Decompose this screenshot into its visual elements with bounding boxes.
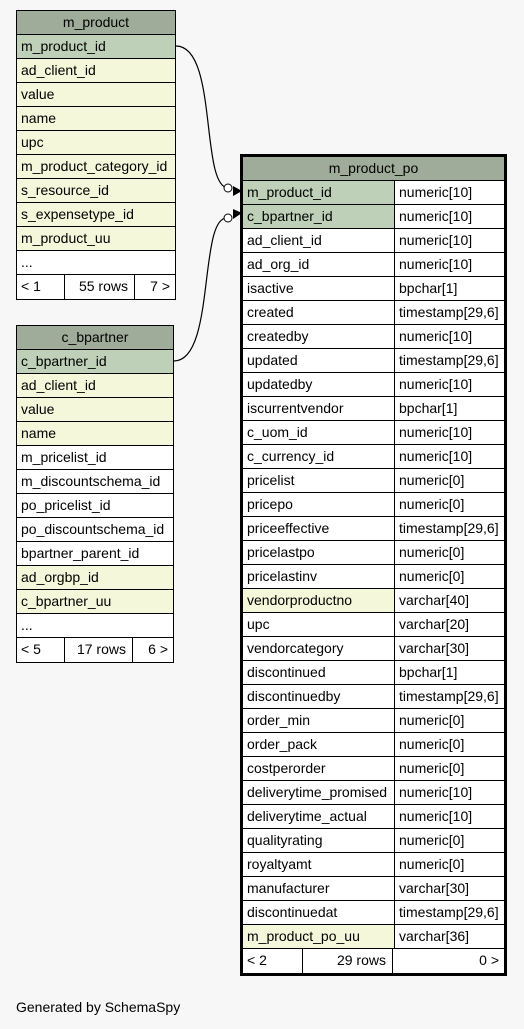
- column-name: name: [17, 422, 173, 445]
- column-row[interactable]: [243, 517, 504, 541]
- column-type: numeric[0]: [399, 736, 465, 752]
- column-type: numeric[0]: [399, 568, 465, 584]
- column-row[interactable]: [243, 253, 504, 277]
- children-count: 0 >: [479, 952, 499, 968]
- column-name: ad_client_id: [17, 374, 173, 397]
- table-header[interactable]: m_product: [17, 11, 175, 35]
- column-name: manufacturer: [243, 877, 395, 900]
- column-name: vendorcategory: [243, 637, 395, 660]
- column-type: bpchar[1]: [399, 400, 458, 416]
- column-row[interactable]: [243, 277, 504, 301]
- column-name: isactive: [243, 277, 395, 300]
- column-row[interactable]: [243, 805, 504, 829]
- column-name: royaltyamt: [243, 853, 395, 876]
- column-type: numeric[10]: [399, 208, 473, 224]
- column-name: name: [17, 107, 175, 130]
- column-type: numeric[0]: [399, 496, 465, 512]
- column-name: deliverytime_actual: [243, 805, 395, 828]
- column-row[interactable]: [17, 83, 175, 107]
- column-row[interactable]: [243, 541, 504, 565]
- column-row[interactable]: [243, 781, 504, 805]
- column-name: costperorder: [243, 757, 395, 780]
- column-name: m_product_category_id: [17, 155, 175, 178]
- column-row[interactable]: [17, 155, 175, 179]
- column-name: upc: [17, 131, 175, 154]
- children-count: 7 >: [150, 278, 170, 294]
- column-list: [17, 350, 173, 638]
- column-row[interactable]: [17, 35, 175, 59]
- column-row[interactable]: [243, 421, 504, 445]
- column-row[interactable]: [17, 614, 173, 638]
- column-type: varchar[20]: [399, 616, 470, 632]
- column-row[interactable]: [243, 373, 504, 397]
- column-row[interactable]: [17, 251, 175, 275]
- column-name: pricelastpo: [243, 541, 395, 564]
- table-header[interactable]: m_product_po: [243, 157, 504, 181]
- column-name: discontinuedby: [243, 685, 395, 708]
- table-c-bpartner[interactable]: [16, 325, 174, 663]
- children-count: 6 >: [148, 641, 168, 657]
- column-row[interactable]: [243, 565, 504, 589]
- column-row[interactable]: [17, 107, 175, 131]
- column-name: vendorproductno: [243, 589, 395, 612]
- table-header[interactable]: c_bpartner: [17, 326, 173, 350]
- column-name: deliverytime_promised: [243, 781, 395, 804]
- column-name: m_product_id: [17, 35, 175, 58]
- column-name: discontinued: [243, 661, 395, 684]
- column-row[interactable]: [243, 205, 504, 229]
- column-name: ad_client_id: [243, 229, 395, 252]
- column-name: priceeffective: [243, 517, 395, 540]
- column-type: numeric[10]: [399, 184, 473, 200]
- parents-count: < 5: [17, 638, 65, 662]
- column-name: order_pack: [243, 733, 395, 756]
- column-row[interactable]: [243, 301, 504, 325]
- link-c-bpartner: [174, 218, 228, 361]
- column-name: m_discountschema_id: [21, 473, 161, 489]
- parents-count: < 2: [243, 949, 303, 973]
- column-row[interactable]: [243, 493, 504, 517]
- column-row[interactable]: [17, 566, 173, 590]
- column-type: numeric[10]: [399, 424, 473, 440]
- column-name: c_bpartner_id: [17, 350, 173, 373]
- column-row[interactable]: [243, 445, 504, 469]
- column-row[interactable]: [243, 613, 504, 637]
- column-row[interactable]: [243, 757, 504, 781]
- parents-count: < 1: [17, 275, 65, 299]
- column-name: m_product_uu: [17, 227, 175, 250]
- column-list: [17, 35, 175, 275]
- column-type: timestamp[29,6]: [399, 352, 499, 368]
- column-name: pricelastinv: [243, 565, 395, 588]
- column-name: ...: [21, 617, 33, 633]
- column-type: numeric[0]: [399, 712, 465, 728]
- column-row[interactable]: [243, 853, 504, 877]
- table-footer: [17, 638, 173, 662]
- column-type: varchar[40]: [399, 592, 470, 608]
- column-name: value: [17, 398, 173, 421]
- column-row[interactable]: [243, 829, 504, 853]
- column-name: s_resource_id: [17, 179, 175, 202]
- column-type: numeric[10]: [399, 808, 473, 824]
- column-row[interactable]: [243, 229, 504, 253]
- column-row[interactable]: [243, 877, 504, 901]
- column-row[interactable]: [17, 470, 173, 494]
- column-type: varchar[36]: [399, 928, 470, 944]
- column-name: m_pricelist_id: [21, 449, 107, 465]
- link-m-product-optional-marker: [224, 184, 232, 192]
- column-name: po_discountschema_id: [21, 521, 165, 537]
- column-row[interactable]: [243, 469, 504, 493]
- column-type: bpchar[1]: [399, 664, 458, 680]
- column-name: pricelist: [243, 469, 395, 492]
- column-row[interactable]: [17, 131, 175, 155]
- column-row[interactable]: [17, 374, 173, 398]
- column-type: numeric[10]: [399, 256, 473, 272]
- column-name: ad_orgbp_id: [17, 566, 173, 589]
- column-name: c_bpartner_id: [243, 205, 395, 228]
- column-name: po_pricelist_id: [21, 497, 111, 513]
- column-name: iscurrentvendor: [243, 397, 395, 420]
- column-name: createdby: [243, 325, 395, 348]
- column-type: timestamp[29,6]: [399, 304, 499, 320]
- column-type: timestamp[29,6]: [399, 688, 499, 704]
- column-name: ...: [21, 254, 33, 270]
- column-name: m_product_id: [243, 181, 395, 204]
- column-row[interactable]: [243, 325, 504, 349]
- column-name: c_bpartner_uu: [17, 590, 173, 613]
- table-m-product-po[interactable]: [240, 154, 507, 976]
- column-type: numeric[10]: [399, 376, 473, 392]
- generated-by-label: Generated by SchemaSpy: [16, 999, 181, 1015]
- column-row[interactable]: [17, 59, 175, 83]
- column-row[interactable]: [243, 181, 504, 205]
- column-name: value: [17, 83, 175, 106]
- column-type: numeric[0]: [399, 832, 465, 848]
- column-name: upc: [243, 613, 395, 636]
- column-type: numeric[0]: [399, 544, 465, 560]
- column-name: updated: [243, 349, 395, 372]
- column-row[interactable]: [17, 590, 173, 614]
- column-row[interactable]: [243, 661, 504, 685]
- column-row[interactable]: [17, 542, 173, 566]
- column-name: s_expensetype_id: [17, 203, 175, 226]
- column-name: updatedby: [243, 373, 395, 396]
- table-footer: [243, 949, 504, 973]
- column-type: varchar[30]: [399, 640, 470, 656]
- rows-count: 29 rows: [303, 949, 393, 973]
- column-row[interactable]: [243, 709, 504, 733]
- column-row[interactable]: [243, 685, 504, 709]
- column-row[interactable]: [17, 494, 173, 518]
- column-type: timestamp[29,6]: [399, 904, 499, 920]
- column-name: m_product_po_uu: [243, 925, 395, 948]
- rows-count: 17 rows: [65, 638, 133, 662]
- table-m-product[interactable]: [16, 10, 176, 300]
- column-row[interactable]: [243, 901, 504, 925]
- column-name: bpartner_parent_id: [21, 545, 140, 561]
- column-row[interactable]: [17, 422, 173, 446]
- column-type: numeric[0]: [399, 760, 465, 776]
- column-row[interactable]: [17, 398, 173, 422]
- column-type: varchar[30]: [399, 880, 470, 896]
- column-row[interactable]: [243, 925, 504, 949]
- link-m-product: [176, 46, 228, 188]
- column-name: order_min: [243, 709, 395, 732]
- column-name: ad_org_id: [243, 253, 395, 276]
- column-name: c_currency_id: [243, 445, 395, 468]
- column-row[interactable]: [243, 349, 504, 373]
- column-type: numeric[0]: [399, 472, 465, 488]
- column-row[interactable]: [17, 518, 173, 542]
- column-type: timestamp[29,6]: [399, 520, 499, 536]
- column-type: numeric[10]: [399, 784, 473, 800]
- column-type: numeric[10]: [399, 328, 473, 344]
- column-row[interactable]: [243, 733, 504, 757]
- column-name: pricepo: [243, 493, 395, 516]
- column-row[interactable]: [17, 227, 175, 251]
- column-name: discontinuedat: [243, 901, 395, 924]
- table-footer: [17, 275, 175, 299]
- column-type: numeric[0]: [399, 856, 465, 872]
- column-row[interactable]: [17, 179, 175, 203]
- column-list: [243, 181, 504, 949]
- column-type: bpchar[1]: [399, 280, 458, 296]
- column-name: qualityrating: [243, 829, 395, 852]
- column-row[interactable]: [243, 589, 504, 613]
- column-row[interactable]: [17, 350, 173, 374]
- column-name: ad_client_id: [17, 59, 175, 82]
- link-c-bpartner-optional-marker: [224, 214, 232, 222]
- column-name: c_uom_id: [243, 421, 395, 444]
- column-row[interactable]: [17, 446, 173, 470]
- column-row[interactable]: [243, 397, 504, 421]
- column-row[interactable]: [17, 203, 175, 227]
- rows-count: 55 rows: [65, 275, 135, 299]
- column-type: numeric[10]: [399, 232, 473, 248]
- column-name: created: [243, 301, 395, 324]
- column-type: numeric[10]: [399, 448, 473, 464]
- column-row[interactable]: [243, 637, 504, 661]
